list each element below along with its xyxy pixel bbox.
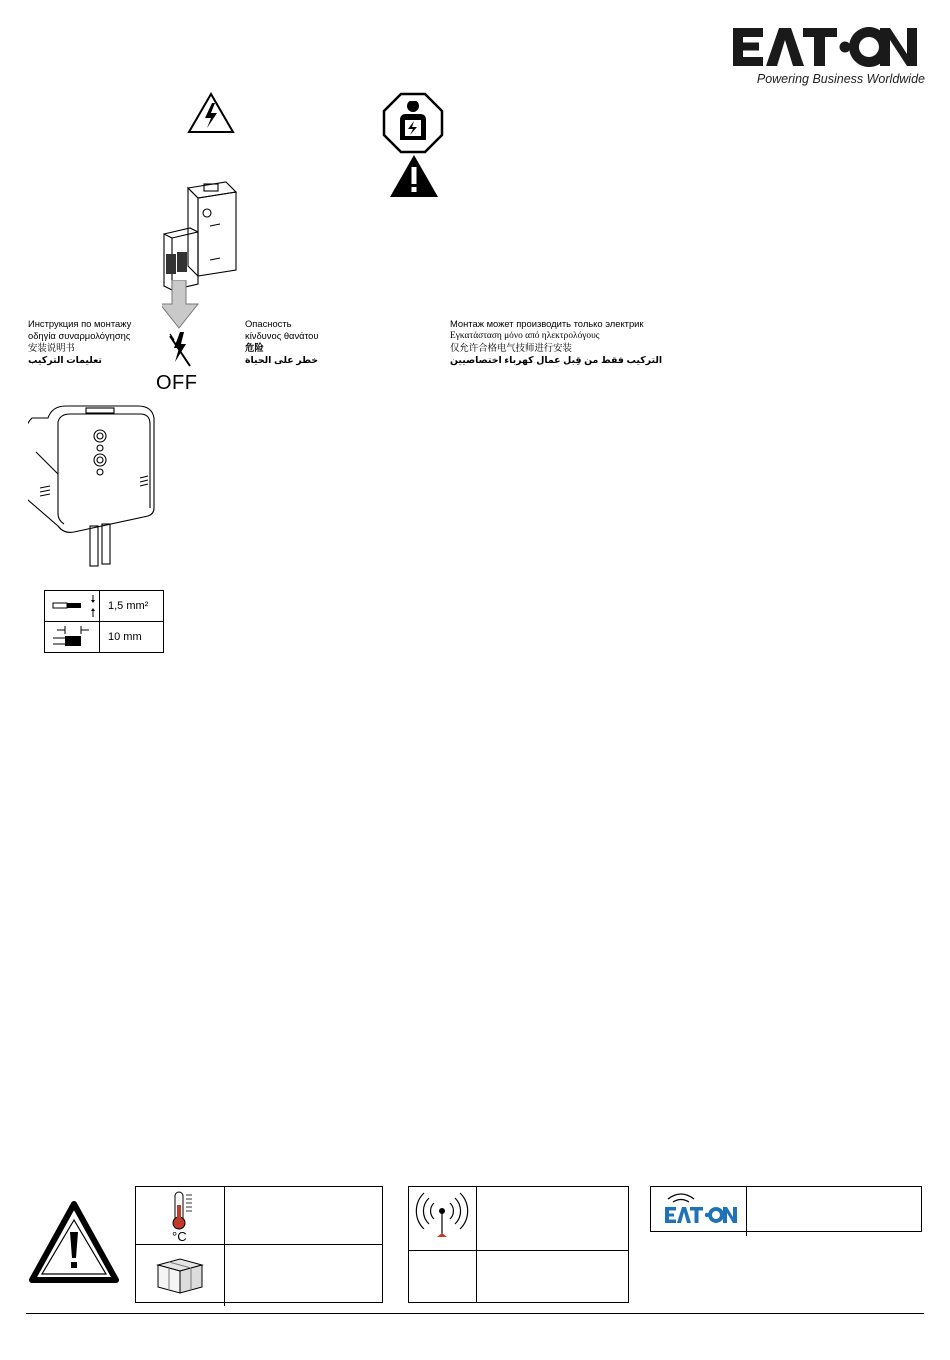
large-warning-icon xyxy=(28,1200,120,1284)
electrician-el: Εγκατάσταση μόνο από ηλεκτρολόγους xyxy=(450,331,600,341)
install-instructions-text xyxy=(28,318,131,366)
package-value-cell xyxy=(225,1245,382,1306)
footer-divider xyxy=(26,1313,924,1314)
radio-antenna-icon xyxy=(409,1187,475,1249)
switch-off-arrow-icon xyxy=(162,280,202,330)
radio-value-cell xyxy=(477,1187,628,1251)
electrician-ru: Монтаж может производить только электрик xyxy=(450,318,644,329)
flush-mount-actuator-icon xyxy=(28,400,158,575)
package-cell xyxy=(136,1245,225,1306)
danger-ru: Опасность xyxy=(245,318,292,329)
wire-spec-row xyxy=(45,591,164,622)
temperature-value-cell xyxy=(225,1187,382,1245)
wire-cross-section-value: 1,5 mm² xyxy=(100,591,164,622)
thermometer-icon xyxy=(136,1187,223,1243)
svg-text:°C: °C xyxy=(172,1229,187,1243)
package-icon xyxy=(136,1245,223,1301)
electrician-only-icon xyxy=(382,92,444,154)
electrician-only-text xyxy=(450,318,662,366)
wire-spec-row xyxy=(45,622,164,653)
general-warning-icon xyxy=(388,153,440,199)
wireless-signal-icon xyxy=(651,1187,745,1231)
temperature-cell xyxy=(136,1187,225,1245)
wireless-value-cell xyxy=(747,1187,921,1236)
electrician-ar: التركيب فقط من قِبل عمال كهرباء اختصاصيين xyxy=(450,354,663,365)
radio-empty-cell xyxy=(409,1251,477,1302)
danger-el: κίνδυνος θανάτου xyxy=(245,330,319,341)
wireless-brand-box xyxy=(650,1186,922,1232)
radio-value-cell-2 xyxy=(477,1251,628,1302)
antenna-cell xyxy=(409,1187,477,1251)
environment-spec-box xyxy=(135,1186,383,1303)
electrician-zh: 仅允许合格电气技师进行安装 xyxy=(450,342,572,353)
danger-text xyxy=(245,318,318,366)
danger-zh: 危险 xyxy=(245,342,264,353)
install-zh: 安装说明书 xyxy=(28,342,75,353)
wire-strip-length-icon xyxy=(45,622,100,653)
install-ar: تعليمات التركيب xyxy=(28,354,102,365)
danger-ar: خطر على الحياة xyxy=(245,354,319,365)
wire-spec-table xyxy=(44,590,164,653)
off-label: OFF xyxy=(156,372,198,394)
wireless-logo-cell xyxy=(651,1187,747,1236)
wire-cross-section-icon xyxy=(45,591,100,622)
radio-spec-box xyxy=(408,1186,629,1303)
high-voltage-warning-icon xyxy=(186,91,236,135)
install-el: οδηγία συναρμολόγησης xyxy=(28,330,131,341)
install-ru: Инструкция по монтажу xyxy=(28,318,132,329)
brand-tagline: Powering Business Worldwide xyxy=(756,72,925,86)
wire-strip-length-value: 10 mm xyxy=(100,622,164,653)
no-voltage-icon xyxy=(166,330,194,370)
